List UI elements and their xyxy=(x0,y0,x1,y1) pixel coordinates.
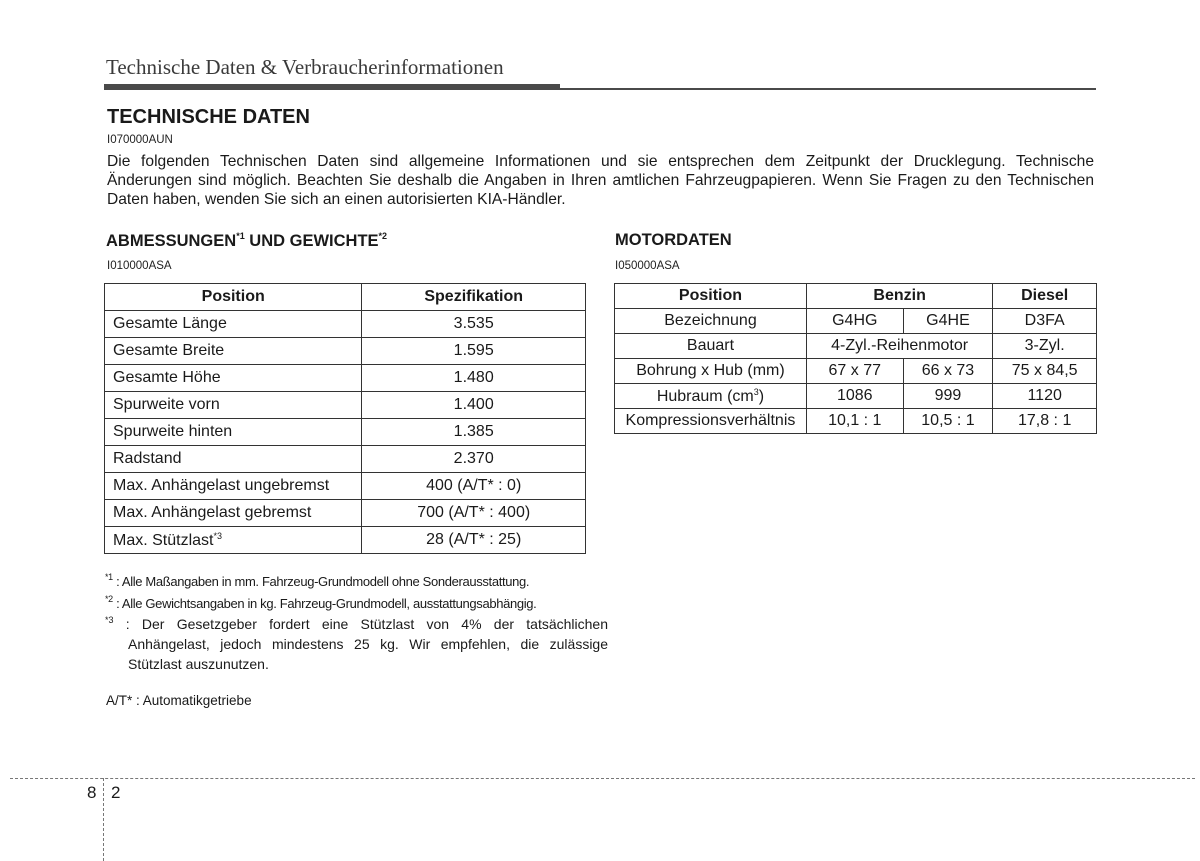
row-value: 3.535 xyxy=(362,311,586,338)
row-value: 1.480 xyxy=(362,365,586,392)
row-label: Max. Stützlast$^{*3}$ xyxy=(105,527,362,554)
row-value: 400 (A/T* : 0) xyxy=(362,473,586,500)
row-label: Spurweite hinten xyxy=(105,419,362,446)
row-value: 700 (A/T* : 400) xyxy=(362,500,586,527)
engine-code: I050000ASA xyxy=(615,260,680,272)
row-value: 4-Zyl.-Reihenmotor xyxy=(806,334,992,359)
footnote-3: $^{*3}$ : Der Gesetzgeber fordert eine Stützlast von 4% der tatsächlichen Anhängelast, jedoch mindestens 25 kg. Wir empfehlen, die zulässige Stützlast auszunutzen. xyxy=(105,615,608,672)
column-header-position: Position xyxy=(105,284,362,311)
row-value: 1.385 xyxy=(362,419,586,446)
header-rule-accent xyxy=(104,84,560,90)
row-label: Bohrung x Hub (mm) xyxy=(615,359,807,384)
table-row xyxy=(615,334,1097,359)
row-value: 17,8 : 1 xyxy=(993,409,1097,434)
section-heading: TECHNISCHE DATEN xyxy=(107,106,310,128)
chapter-title: Technische Daten & Verbraucherinformationen xyxy=(106,55,504,79)
footnote-2: $^{*2}$ : Alle Gewichtsangaben in kg. Fahrzeug-Grundmodell, ausstattungsabhängig. xyxy=(105,594,537,611)
row-label: Gesamte Länge xyxy=(105,311,362,338)
row-value: 28 (A/T* : 25) xyxy=(362,527,586,554)
footer-vertical-divider xyxy=(103,778,104,861)
column-header-benzin: Benzin xyxy=(806,284,992,309)
footnote-1: $^{*1}$ : Alle Maßangaben in mm. Fahrzeug-Grundmodell ohne Sonderausstattung. xyxy=(105,572,530,589)
row-value: 1086 xyxy=(806,384,903,409)
column-header-position: Position xyxy=(615,284,807,309)
row-value: 75 x 84,5 xyxy=(993,359,1097,384)
row-label: Bauart xyxy=(615,334,807,359)
row-value: 10,1 : 1 xyxy=(806,409,903,434)
page-number: 2 xyxy=(111,783,121,802)
row-value: 999 xyxy=(903,384,993,409)
dimensions-code: I010000ASA xyxy=(107,260,172,272)
column-header-spec: Spezifikation xyxy=(362,284,586,311)
row-label: Kompressionsverhältnis xyxy=(615,409,807,434)
table-header-row xyxy=(105,284,586,311)
footer-divider xyxy=(10,778,1195,779)
engine-table xyxy=(614,283,1097,434)
table-row xyxy=(105,473,586,500)
page-chapter-number: 8 xyxy=(87,783,97,802)
row-value: D3FA xyxy=(993,309,1097,334)
row-value: 67 x 77 xyxy=(806,359,903,384)
row-value: 3-Zyl. xyxy=(993,334,1097,359)
dimensions-table xyxy=(104,283,586,554)
column-header-diesel: Diesel xyxy=(993,284,1097,309)
table-row xyxy=(105,311,586,338)
table-row xyxy=(105,500,586,527)
dimensions-heading: ABMESSUNGEN$^{*1}$ UND GEWICHTE$^{*2}$ xyxy=(106,231,388,250)
table-row xyxy=(105,527,586,554)
table-row xyxy=(105,392,586,419)
table-row xyxy=(615,409,1097,434)
row-value: 66 x 73 xyxy=(903,359,993,384)
row-value: 2.370 xyxy=(362,446,586,473)
table-row xyxy=(615,309,1097,334)
row-label: Gesamte Höhe xyxy=(105,365,362,392)
row-value: 1.595 xyxy=(362,338,586,365)
row-value: 1120 xyxy=(993,384,1097,409)
table-row xyxy=(105,446,586,473)
engine-heading: MOTORDATEN xyxy=(615,231,732,249)
row-label: Radstand xyxy=(105,446,362,473)
row-value: 10,5 : 1 xyxy=(903,409,993,434)
row-label: Spurweite vorn xyxy=(105,392,362,419)
table-row xyxy=(105,365,586,392)
row-label: Max. Anhängelast ungebremst xyxy=(105,473,362,500)
row-value: G4HG xyxy=(806,309,903,334)
row-label: Bezeichnung xyxy=(615,309,807,334)
row-value: 1.400 xyxy=(362,392,586,419)
table-row xyxy=(105,419,586,446)
at-note: A/T* : Automatikgetriebe xyxy=(106,693,252,708)
row-value: G4HE xyxy=(903,309,993,334)
row-label: Max. Anhängelast gebremst xyxy=(105,500,362,527)
table-row xyxy=(615,384,1097,409)
section-code: I070000AUN xyxy=(107,134,173,146)
row-label: Hubraum $(cm^3)$ xyxy=(615,384,807,409)
intro-paragraph: Die folgenden Technischen Daten sind allgemeine Informationen und sie entsprechen dem Zeitpunkt der Drucklegung. Technische Änderungen sind möglich. Beachten Sie deshalb die Angaben in Ihren amtlichen Fahrzeugpapieren. Wenn Sie Fragen zu den Technischen Daten haben, wenden Sie sich an einen autorisierten KIA-Händler. xyxy=(107,153,1094,208)
row-label: Gesamte Breite xyxy=(105,338,362,365)
table-header-row xyxy=(615,284,1097,309)
table-row xyxy=(105,338,586,365)
table-row xyxy=(615,359,1097,384)
